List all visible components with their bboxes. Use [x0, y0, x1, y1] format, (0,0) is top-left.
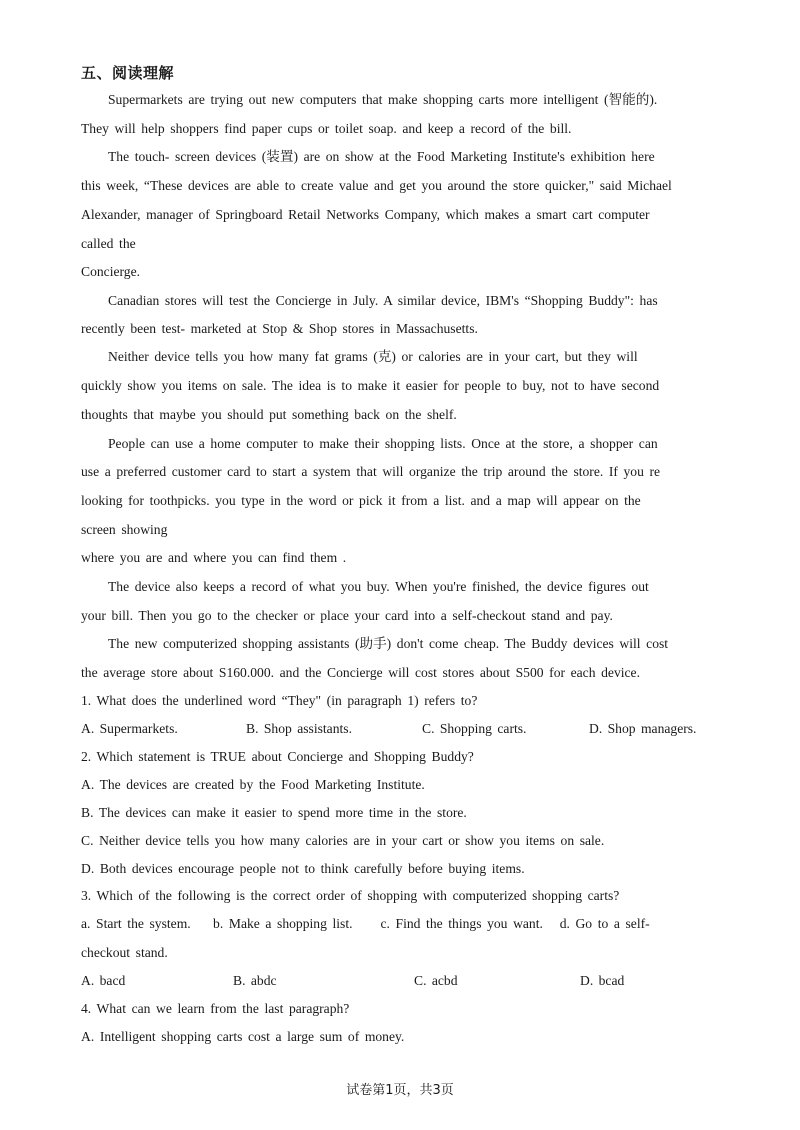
shopping-steps-line: a. Start the system. b. Make a shopping list. c. Find the things you want. d. Go to a self-: [81, 916, 650, 931]
passage-line: Supermarkets are trying out new computers that make shopping carts more intelligent (智能的).: [108, 92, 658, 107]
passage-line: quickly show you items on sale. The idea is to make it easier for people to buy, not to have second: [81, 378, 660, 393]
passage-line: The device also keeps a record of what you buy. When you're finished, the device figures out: [108, 579, 649, 594]
shopping-steps-line: checkout stand.: [81, 945, 168, 960]
option-a: A. Supermarkets.: [81, 721, 178, 736]
passage-line: Concierge.: [81, 264, 141, 279]
section-title: 五、阅读理解: [81, 64, 175, 82]
page-footer: 试卷第1页，共3页: [346, 1083, 454, 1098]
option-b: B. The devices can make it easier to spend more time in the store.: [81, 805, 467, 820]
option-b: B. abdc: [233, 973, 277, 988]
passage-line: The new computerized shopping assistants (助手) don't come cheap. The Buddy devices will cost: [108, 636, 669, 651]
option-c: C. Shopping carts.: [422, 721, 527, 736]
option-b: B. Shop assistants.: [246, 721, 352, 736]
passage-line: your bill. Then you go to the checker or place your card into a self-checkout stand and pay.: [81, 608, 613, 623]
option-d: D. Shop managers.: [589, 721, 697, 736]
passage-line: Neither device tells you how many fat grams (克) or calories are in your cart, but they will: [108, 349, 638, 364]
passage-line: the average store about S160.000. and the Concierge will cost stores about S500 for each device.: [81, 665, 640, 680]
passage-line: Canadian stores will test the Concierge in July. A similar device, IBM's “Shopping Buddy": has: [108, 293, 658, 308]
option-c: C. Neither device tells you how many calories are in your cart or show you items on sale.: [81, 833, 605, 848]
passage-line: recently been test- marketed at Stop & Shop stores in Massachusetts.: [81, 321, 478, 336]
question-stem: 3. Which of the following is the correct order of shopping with computerized shopping carts?: [81, 888, 620, 903]
question-stem: 2. Which statement is TRUE about Concierge and Shopping Buddy?: [81, 749, 474, 764]
passage-line: screen showing: [81, 522, 168, 537]
passage-line: Alexander, manager of Springboard Retail Networks Company, which makes a smart cart computer: [81, 207, 650, 222]
question-stem: 4. What can we learn from the last paragraph?: [81, 1001, 350, 1016]
option-a: A. Intelligent shopping carts cost a large sum of money.: [81, 1029, 405, 1044]
option-a: A. The devices are created by the Food Marketing Institute.: [81, 777, 425, 792]
passage-line: People can use a home computer to make their shopping lists. Once at the store, a shopper can: [108, 436, 658, 451]
passage-line: looking for toothpicks. you type in the word or pick it from a list. and a map will appear on the: [81, 493, 641, 508]
passage-line: thoughts that maybe you should put something back on the shelf.: [81, 407, 457, 422]
option-d: D. bcad: [580, 973, 625, 988]
option-a: A. bacd: [81, 973, 126, 988]
question-stem: 1. What does the underlined word “They" (in paragraph 1) refers to?: [81, 693, 478, 708]
passage-line: use a preferred customer card to start a system that will organize the trip around the store. If you re: [81, 464, 661, 479]
passage-line: this week, “These devices are able to create value and get you around the store quicker," said Michael: [81, 178, 672, 193]
passage-line: called the: [81, 236, 136, 251]
passage-line: They will help shoppers find paper cups or toilet soap. and keep a record of the bill.: [81, 121, 572, 136]
passage-line: where you are and where you can find them .: [81, 550, 347, 565]
passage-line: The touch- screen devices (装置) are on show at the Food Marketing Institute's exhibition here: [108, 149, 655, 164]
option-c: C. acbd: [414, 973, 458, 988]
option-d: D. Both devices encourage people not to think carefully before buying items.: [81, 861, 525, 876]
